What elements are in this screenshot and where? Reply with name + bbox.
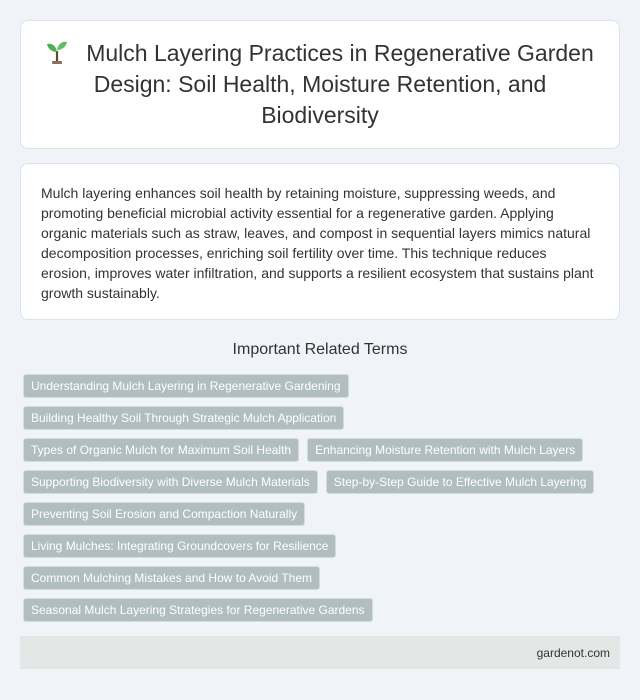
term-tag[interactable]: Building Healthy Soil Through Strategic Mulch Application [23,406,344,430]
term-tag[interactable]: Enhancing Moisture Retention with Mulch Layers [307,438,583,462]
tag-row [23,598,617,630]
tag-row [23,534,617,566]
tag-row [23,406,617,438]
term-tag[interactable]: Types of Organic Mulch for Maximum Soil Health [23,438,299,462]
page-title [45,38,595,131]
term-tag[interactable]: Living Mulches: Integrating Groundcovers for Resilience [23,534,336,558]
tag-row [23,470,617,502]
tag-row [23,374,617,406]
term-tag[interactable]: Common Mulching Mistakes and How to Avoid Them [23,566,320,590]
tag-row [23,438,617,470]
term-tag[interactable]: Step-by-Step Guide to Effective Mulch Layering [326,470,595,494]
intro-text: Mulch layering enhances soil health by retaining moisture, suppressing weeds, and promoting beneficial microbial activity essential for a regenerative garden. Applying organic materials such as straw, leaves, and compost in sequential layers mimics natural decomposition processes, enriching soil fertility over time. This technique reduces erosion, improves water infiltration, and supports a resilient ecosystem that sustains plant growth sustainably. [41,185,594,301]
page-title-text: Mulch Layering Practices in Regenerative Garden Design: Soil Health, Moisture Retention, and Biodiversity [86,40,594,128]
tag-row [23,502,617,534]
term-tag[interactable]: Seasonal Mulch Layering Strategies for Regenerative Gardens [23,598,373,622]
footer [20,636,620,669]
sprout-icon [46,40,68,64]
term-tag[interactable]: Supporting Biodiversity with Diverse Mulch Materials [23,470,318,494]
related-terms-list [23,374,617,630]
related-terms-heading: Important Related Terms [232,341,408,358]
footer-site-link[interactable]: gardenot.com [536,645,610,660]
term-tag[interactable]: Understanding Mulch Layering in Regenerative Gardening [23,374,349,398]
title-card [20,20,620,149]
intro-card [20,163,620,320]
tag-row [23,566,617,598]
term-tag[interactable]: Preventing Soil Erosion and Compaction Naturally [23,502,305,526]
